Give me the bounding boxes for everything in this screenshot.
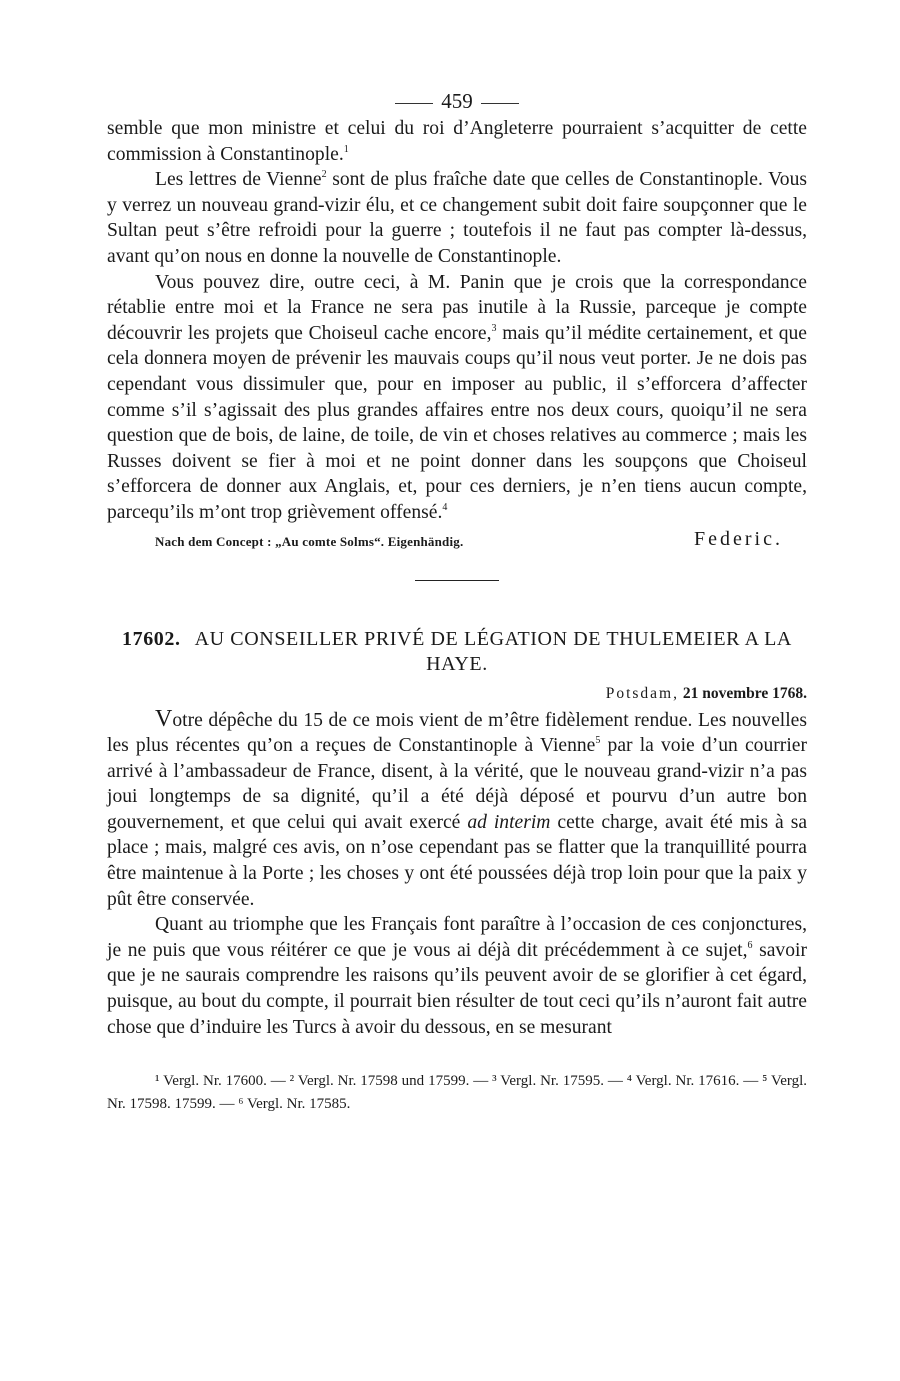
paragraph-text: Les lettres de Vienne [155, 169, 322, 191]
dateline-place: Potsdam, [605, 684, 679, 702]
book-page [107, 86, 807, 1131]
footnote-ref: 2 [321, 169, 327, 181]
dateline-date: 21 novembre 1768. [682, 684, 807, 702]
footnote-ref: 4 [442, 501, 448, 513]
italic-phrase: ad interim [467, 811, 551, 833]
paragraph-text: par la voie d’un courrier arrivé à l’ambassadeur de France, disent, à la vérité, que le nouveau grand-vizir n’a pas joui longtemps de sa dignité, qu’il a été déjà déposé et pourvu d’un autre bon gouvernement, et que celui qui avait exercé [107, 735, 807, 833]
footnote-ref: 3 [491, 322, 497, 334]
dateline [107, 681, 807, 707]
letter-heading [107, 627, 807, 677]
paragraph-text: semble que mon ministre et celui du roi d’Angleterre pourraient s’acquitter de cette commission à Constantinople. [107, 118, 807, 165]
section-divider [415, 580, 499, 581]
paragraph-text: Quant au triomphe que les Français font paraître à l’occasion de ces conjonctures, je ne puis que vous réitérer ce que je vous ai déjà dit précédemment à ce sujet, [107, 914, 807, 961]
source-note: Nach dem Concept : „Au comte Solms“. Eigenhändig. [155, 533, 464, 549]
page-number-dash-left [395, 103, 433, 104]
paragraph-text: Vous pouvez dire, outre ceci, à M. Panin que je crois que la correspondance rétablie entre moi et la France ne sera pas inutile à la Russie, parceque je compte découvrir les projets que Choiseul cache encore, [107, 271, 807, 344]
signature: Federic. [694, 527, 783, 550]
page-number-dash-right [481, 103, 519, 104]
paragraph-text: cette charge, avait été mis à sa place ; mais, malgré ces avis, on n’ose cependant pas se flatter que la tranquillité pourra être maintenue à la Porte ; les choses y ont été poussées déjà trop loin pour que la paix y pût être conservée. [107, 811, 808, 910]
source-signature-row [107, 528, 807, 554]
page-number-line [107, 86, 807, 116]
letter-recipient: AU CONSEILLER PRIVÉ DE LÉGATION DE THULEMEIER A LA HAYE. [194, 627, 792, 675]
footnote-ref: 5 [595, 735, 601, 747]
paragraph-triomphe [107, 912, 807, 1040]
paragraph-text: mais qu’il médite certainement, et que cela donnera moyen de prévenir les mauvais coups qu’il nous veut porter. Je ne dois pas cependant vous dissimuler que, pour en imposer au public, il s’efforcera d’affecter comme s’il s’agissait des plus grandes affaires entre nos deux cours, quoiqu’il ne sera question que de bois, de laine, de toile, de vin et choses relatives au commerce ; mais les Russes doivent se fier à moi et ne point donner dans les soupçons que Choiseul s’efforcera de donner aux Anglais, et, pour ces derniers, je n’en tiens aucun compte, parcequ’ils m’ont trop grièvement offensé. [107, 322, 807, 523]
initial-letter: V [155, 705, 173, 732]
paragraph-continuation [107, 116, 807, 167]
paragraph-text: sont de plus fraîche date que celles de Constantinople. Vous y verrez un nouveau grand-vizir élu, et ce changement subit doit faire soupçonner que le Sultan peut s’être refroidi pour la guerre ; toutefois il ne faut pas compter là-dessus, avant qu’on nous en donne la nouvelle de Constantinople. [107, 169, 808, 267]
paragraph-text: savoir que je ne saurais comprendre les raisons qu’ils peuvent avoir de se glorifier à cet égard, puisque, au bout du compte, il pourrait bien résulter de tout ceci qu’ils n’auront fait autre chose que d’induire les Turcs à avoir du dessous, en se mesurant [107, 939, 807, 1038]
page-number: 459 [441, 89, 473, 113]
footnotes: ¹ Vergl. Nr. 17600. — ² Vergl. Nr. 17598 und 17599. — ³ Vergl. Nr. 17595. — ⁴ Vergl. Nr. 17616. — ⁵ Vergl. Nr. 17598. 17599. — ⁶ Vergl. Nr. 17585. [107, 1073, 807, 1113]
letter-number: 17602. [122, 627, 181, 650]
footnote-ref: 6 [747, 939, 753, 951]
footnote-ref: 1 [343, 143, 349, 155]
paragraph-panin [107, 270, 807, 526]
paragraph-text: otre dépêche du 15 de ce mois vient de m’être fidèlement rendue. Les nouvelles les plus récentes qu’on a reçues de Constantinople à Vienne [107, 709, 807, 757]
paragraph-depeche [107, 707, 807, 913]
paragraph-vienna-letters [107, 167, 807, 269]
